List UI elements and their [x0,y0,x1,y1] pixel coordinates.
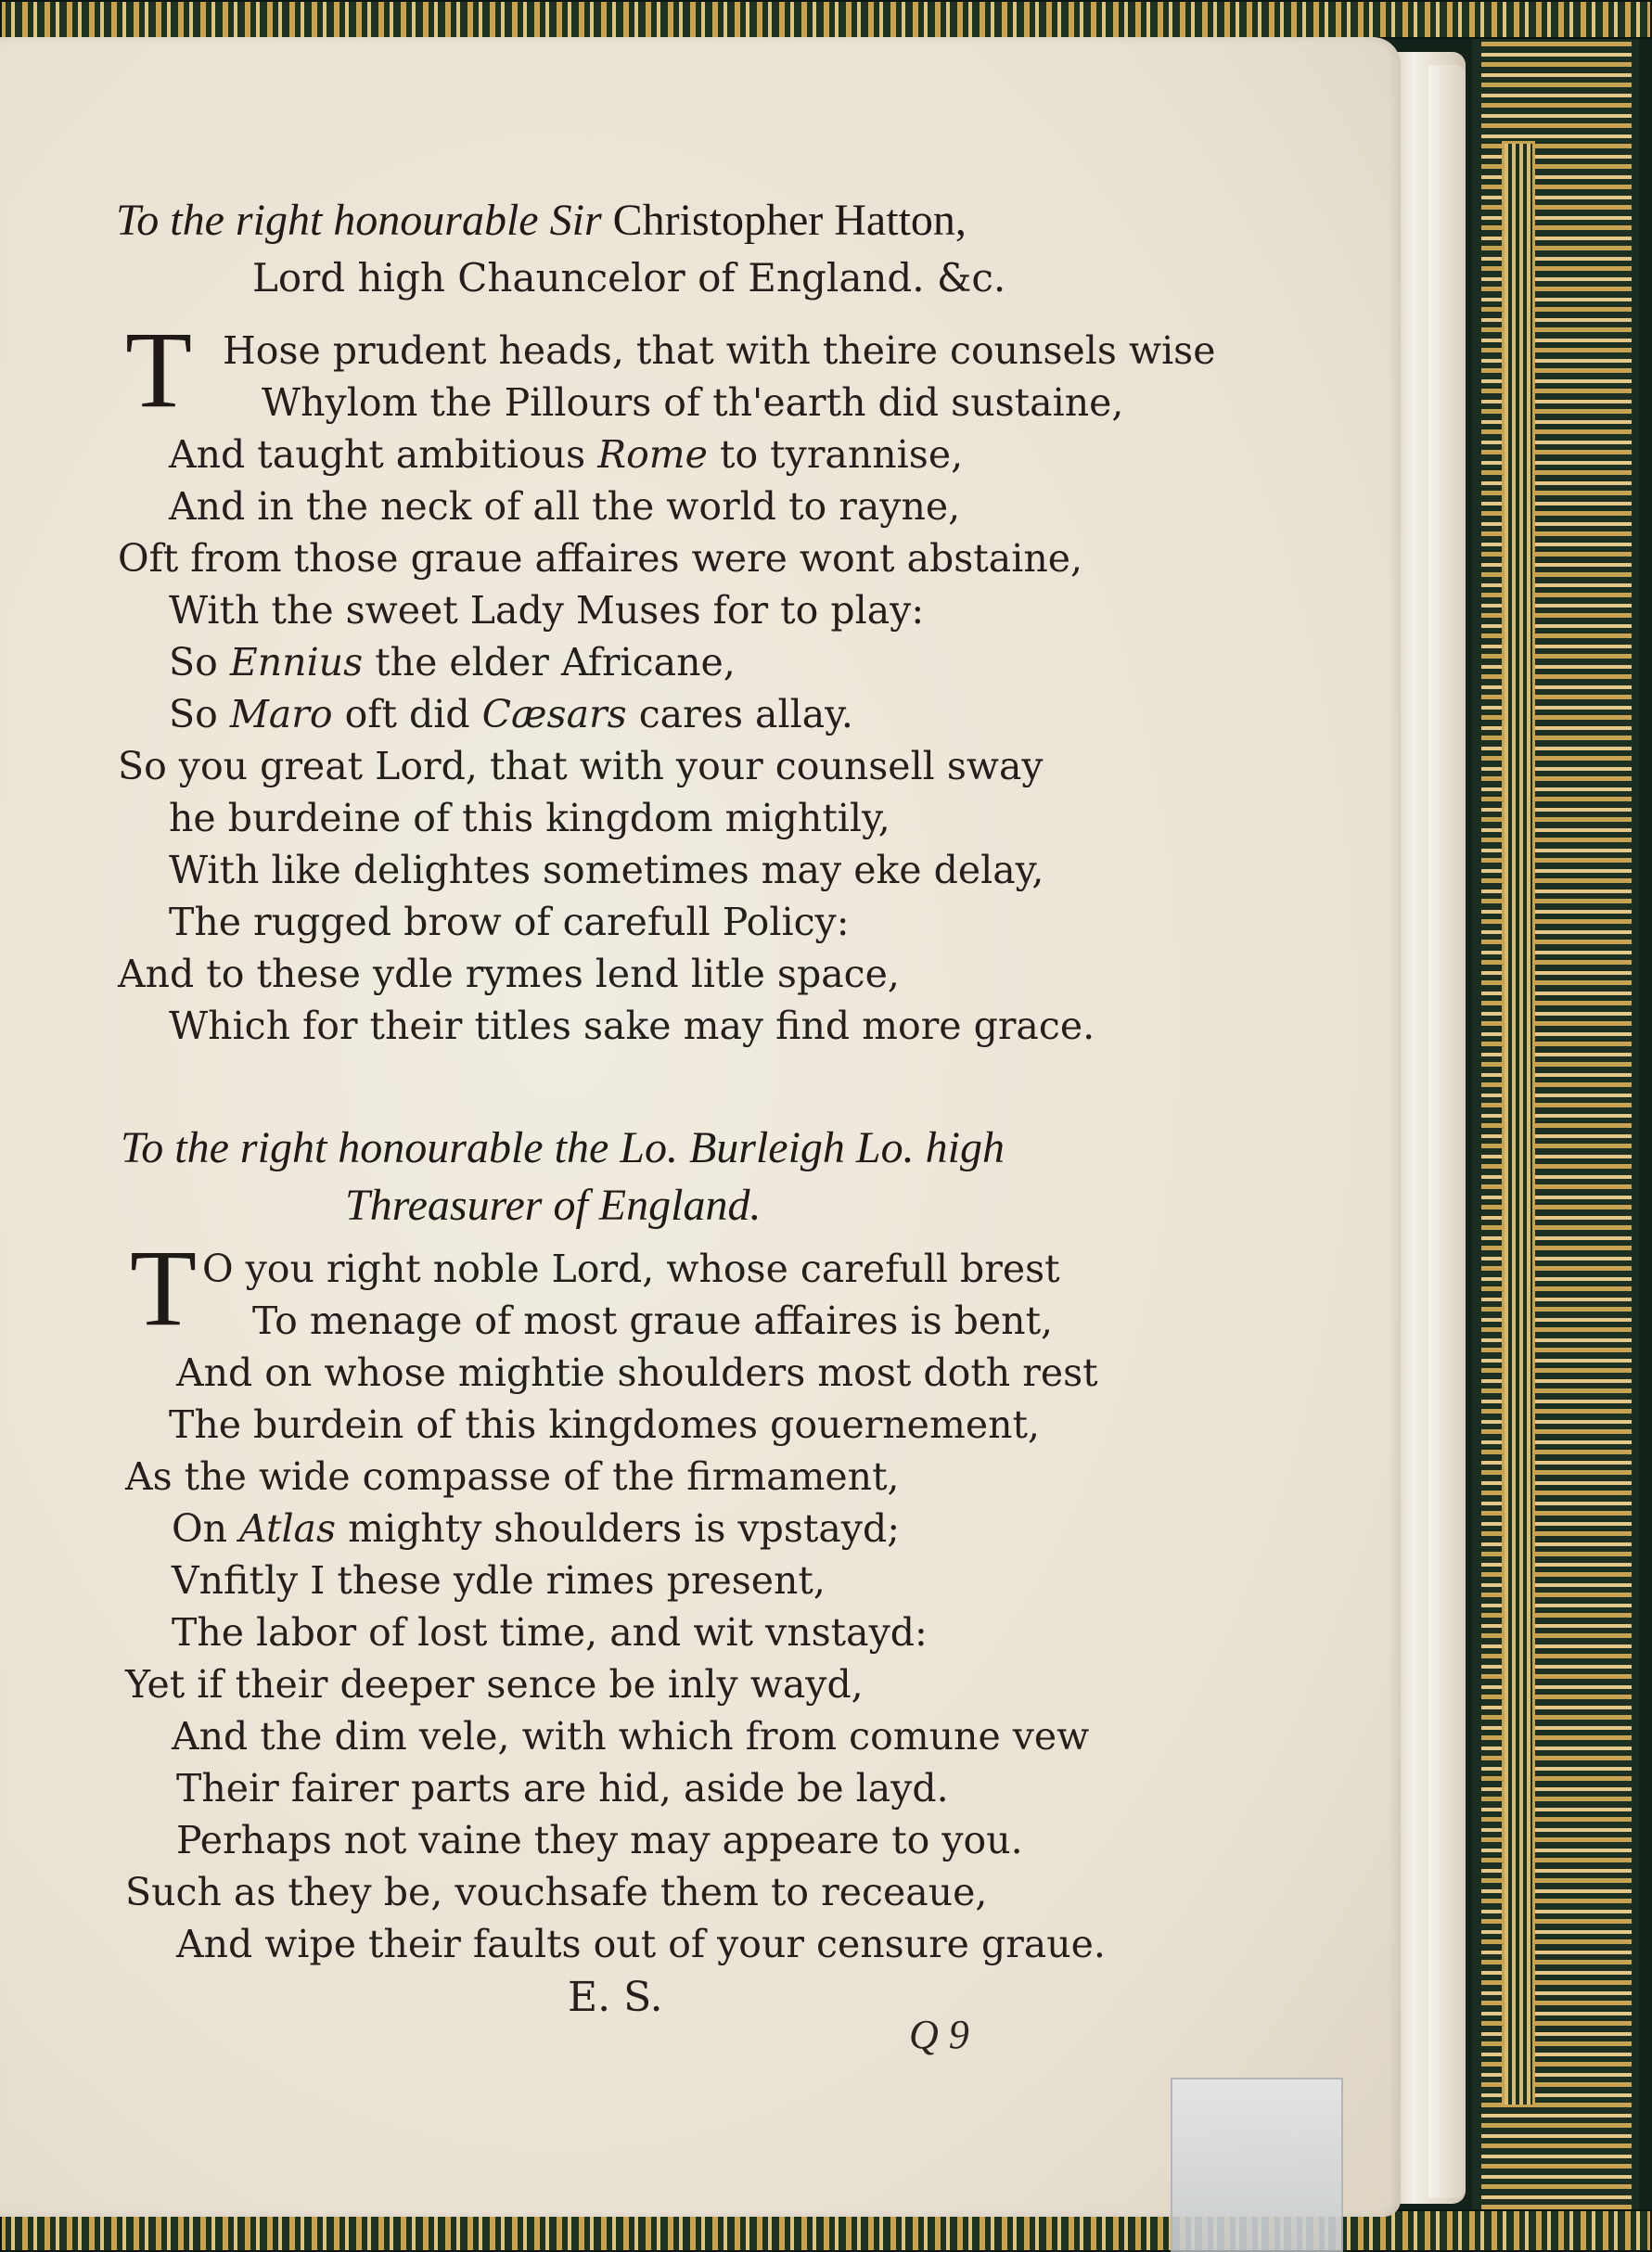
verse-line: As the wide compasse of the firmament, [125,1454,900,1499]
gilt-border-top [0,0,1652,39]
name-atlas: Atlas [239,1506,337,1551]
verse-line: With like delightes sometimes may eke delay, [169,848,1044,892]
verse-line: So you great Lord, that with your counsell sway [118,744,1044,788]
name-maro: Maro [229,692,333,736]
verse-line: Their fairer parts are hid, aside be layd. [176,1766,949,1811]
book-page [0,37,1401,2217]
page-tab [1171,2078,1343,2252]
verse-line: Hose prudent heads, that with theire counsels wise [223,328,1216,373]
verse-line: To menage of most graue affaires is bent, [252,1299,1054,1343]
verse-line: So Ennius the elder Africane, [169,640,736,685]
verse-line: Which for their titles sake may find more grace. [169,1004,1095,1048]
heading-hatton [116,195,967,247]
verse-line: And to these ydle rymes lend litle space, [118,952,900,996]
name-rome: Rome [597,432,708,477]
verse-line: he burdeine of this kingdom mightily, [169,796,890,840]
verse-line: The burdein of this kingdomes gouernement, [169,1402,1040,1447]
verse-line: And on whose mightie shoulders most doth rest [176,1350,1098,1395]
verse-line: Oft from those graue affaires were wont abstaine, [118,536,1083,581]
drop-cap-hatton: T [125,309,193,430]
verse-line: And wipe their faults out of your censure graue. [176,1922,1106,1966]
heading-hatton-italic: To the right honourable Sir [116,196,602,245]
signature-initials: E. S. [568,1974,663,2021]
verse-line: Whylom the Pillours of th'earth did sustaine, [262,380,1124,425]
verse-line: And the dim vele, with which from comune vew [172,1714,1090,1759]
heading-burleigh-line2: Threasurer of England. [345,1181,762,1230]
drop-cap-burleigh: T [130,1227,198,1349]
verse-line: And taught ambitious Rome to tyrannise, [169,432,964,477]
verse-line: O you right noble Lord, whose carefull brest [202,1247,1060,1291]
signature-mark: Q 9 [909,2012,969,2057]
verse-line: Perhaps not vaine they may appeare to you. [176,1818,1023,1862]
verse-line: Vnfitly I these ydle rimes present, [172,1558,826,1603]
gilt-border-right [1472,39,1639,2209]
page-edges-outer [1428,65,1466,2198]
name-caesars: Cæsars [481,692,627,736]
verse-line: Yet if their deeper sence be inly wayd, [125,1662,864,1707]
name-ennius: Ennius [229,640,364,685]
verse-line: So Maro oft did Cæsars cares allay. [169,692,853,736]
verse-line: And in the neck of all the world to rayne, [169,484,961,529]
gilt-column-ornament [1502,141,1535,2107]
verse-line: With the sweet Lady Muses for to play: [169,588,925,633]
heading-hatton-name: Christopher Hatton, [612,196,967,245]
heading-burleigh-line1: To the right honourable the Lo. Burleigh Lo. high [121,1123,1005,1172]
verse-line: Such as they be, vouchsafe them to receaue, [125,1870,988,1914]
verse-line: The rugged brow of carefull Policy: [169,900,850,944]
subheading-hatton: Lord high Chauncelor of England. &c. [252,255,1006,301]
verse-line: On Atlas mighty shoulders is vpstayd; [172,1506,901,1551]
verse-line: The labor of lost time, and wit vnstayd: [172,1610,928,1655]
